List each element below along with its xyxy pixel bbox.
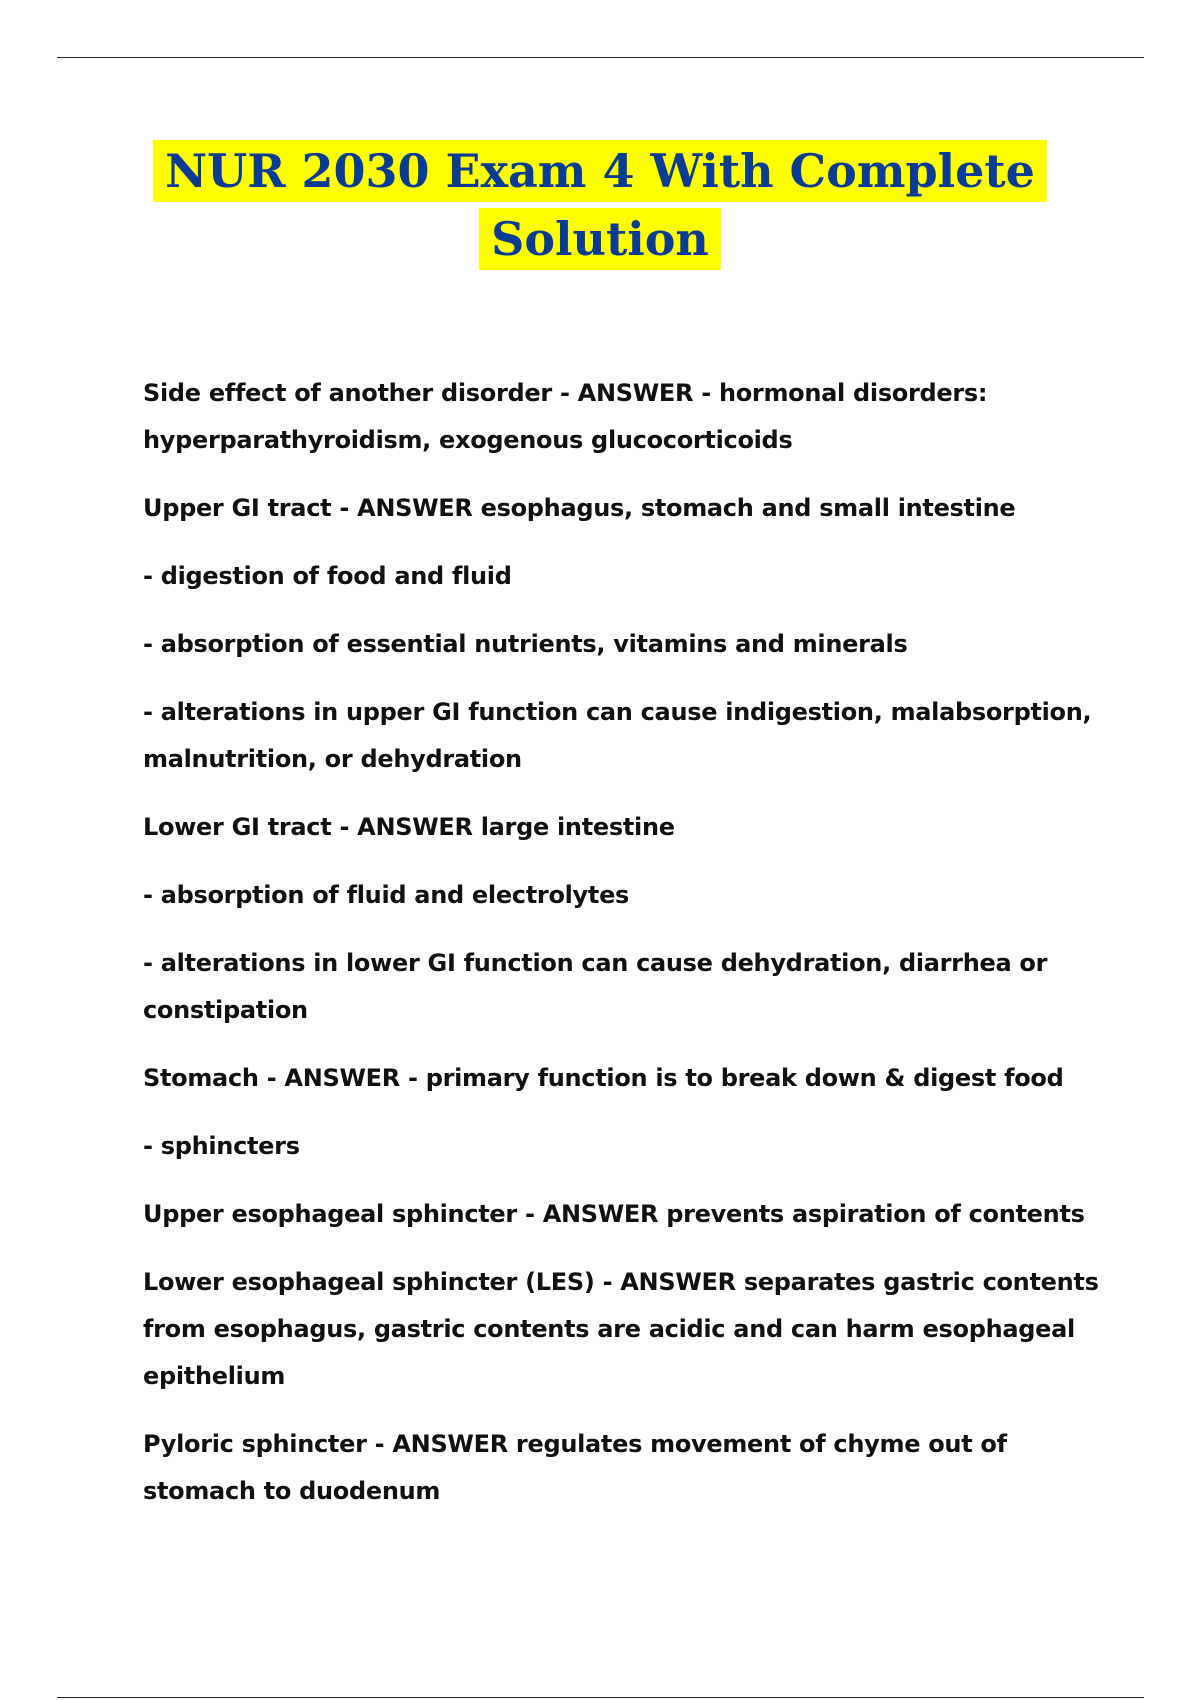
bottom-divider bbox=[57, 1697, 1144, 1698]
qa-paragraph: - alterations in lower GI function can cause dehydration, diarrhea or constipation bbox=[143, 949, 1048, 1024]
qa-paragraph: Lower GI tract - ANSWER large intestine bbox=[143, 813, 675, 841]
qa-paragraph: - digestion of food and fluid bbox=[143, 562, 512, 590]
title-line-1: NUR 2030 Exam 4 With Complete bbox=[153, 140, 1047, 202]
document-title bbox=[0, 140, 1200, 276]
qa-paragraph: Side effect of another disorder - ANSWER - hormonal disorders: hyperparathyroidism, exogenous glucocorticoids bbox=[143, 379, 988, 454]
qa-paragraph: - absorption of essential nutrients, vitamins and minerals bbox=[143, 630, 908, 658]
qa-paragraph: Upper GI tract - ANSWER esophagus, stomach and small intestine bbox=[143, 494, 1016, 522]
qa-paragraph: - alterations in upper GI function can cause indigestion, malabsorption, malnutrition, or dehydration bbox=[143, 698, 1092, 773]
document-body bbox=[143, 370, 1103, 1536]
qa-paragraph: Pyloric sphincter - ANSWER regulates movement of chyme out of stomach to duodenum bbox=[143, 1430, 1007, 1505]
qa-paragraph: - absorption of fluid and electrolytes bbox=[143, 881, 630, 909]
qa-paragraph: Lower esophageal sphincter (LES) - ANSWER separates gastric contents from esophagus, gastric contents are acidic and can harm esophageal epithelium bbox=[143, 1268, 1099, 1390]
qa-paragraph: Upper esophageal sphincter - ANSWER prevents aspiration of contents bbox=[143, 1200, 1085, 1228]
title-line-2: Solution bbox=[479, 208, 721, 270]
top-divider bbox=[57, 57, 1144, 58]
qa-paragraph: Stomach - ANSWER - primary function is to break down & digest food bbox=[143, 1064, 1064, 1092]
qa-paragraph: - sphincters bbox=[143, 1132, 300, 1160]
